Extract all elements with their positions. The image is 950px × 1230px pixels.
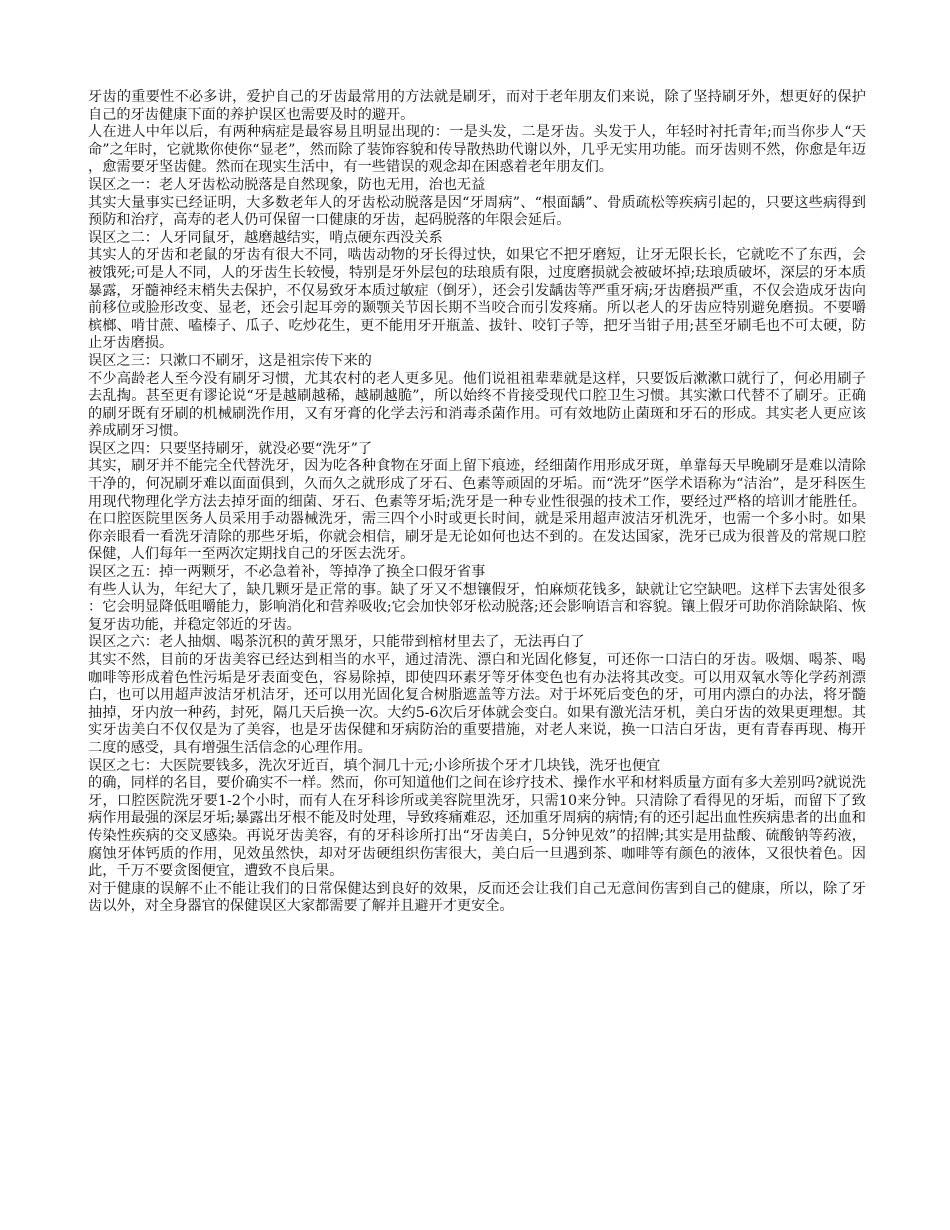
- myth-5-heading: 误区之五：掉一两颗牙，不必急着补，等掉净了换全口假牙省事: [88, 564, 486, 581]
- myth-1-heading: 误区之一：老人牙齿松动脱落是自然现象，防也无用，治也无益: [88, 176, 486, 193]
- myth-1-paragraph: 其实大量事实已经证明，大多数老年人的牙齿松动脱落是因“牙周病”、“根面龋”、骨质疏松等疾病引起的，只要这些病得到预防和治疗，高寿的老人仍可保留一口健康的牙齿，起码脱落的年限会延后。: [88, 194, 866, 229]
- background-paragraph: 人在进人中年以后，有两种病症是最容易且明显出现的：一是头发，二是牙齿。头发于人，年轻时衬托青年;而当你步人“天命”之年时，它就欺你使你“显老”，然而除了装饰容貌和传导散热助代谢以外，几乎无实用功能。而牙齿则不然，你愈是年迈，愈需要牙坚齿健。然而在现实生活中，有一些错误的观念却在困惑着老年朋友们。: [88, 124, 866, 176]
- myth-7-paragraph: 的确，同样的名目，要价确实不一样。然而，你可知道他们之间在诊疗技术、操作水平和材料质量方面有多大差别吗?就说洗牙，口腔医院洗牙要1-2个小时，而有人在牙科诊所或美容院里洗牙，只需10来分钟。只清除了看得见的牙垢，而留下了致病作用最强的深层牙垢;暴露出牙根不能及时处理，导致疼痛难忍，还加重牙周病的病情;有的还引起出血性疾病患者的出血和传染性疾病的交叉感染。再说牙齿美容，有的牙科诊所打出“牙齿美白，5分钟见效”的招牌;其实是用盐酸、硫酸钠等药液，腐蚀牙体钙质的作用，见效虽然快，却对牙齿硬组织伤害很大，美白后一旦遇到茶、咖啡等有颜色的液体，又很快着色。因此，千万不要贪图便宜，遭致不良后果。: [88, 775, 866, 880]
- myth-2-paragraph: 其实人的牙齿和老鼠的牙齿有很大不同，啮齿动物的牙长得过快，如果它不把牙磨短，让牙无限长长，它就吃不了东西，会被饿死;可是人不同，人的牙齿生长较慢，特别是牙外层包的珐琅质有限，过度磨损就会被破坏掉;珐琅质破坏，深层的牙本质暴露，牙髓神经末梢失去保护，不仅易致牙本质过敏症（倒牙），还会引发龋齿等严重牙病;牙齿磨损严重，不仅会造成牙齿向前移位或脸形改变、显老，还会引起耳旁的颞颚关节因长期不当咬合而引发疼痛。所以老人的牙齿应特别避免磨损。不要嚼槟榔、啃甘蔗、嗑榛子、瓜子、吃炒花生，更不能用牙开瓶盖、拔针、咬钉子等，把牙当钳子用;甚至牙刷毛也不可太硬，防止牙齿磨损。: [88, 247, 866, 352]
- myth-6-heading: 误区之六：老人抽烟、喝茶沉积的黄牙黑牙，只能带到棺材里去了，无法再白了: [88, 634, 585, 651]
- intro-paragraph: 牙齿的重要性不必多讲，爱护自己的牙齿最常用的方法就是刷牙，而对于老年朋友们来说，除了坚持刷牙外，想更好的保护自己的牙齿健康下面的养护误区也需要及时的避开。: [88, 89, 866, 123]
- myth-3-paragraph: 不少高龄老人至今没有刷牙习惯，尤其农村的老人更多见。他们说祖祖辈辈就是这样，只要饭后漱漱口就行了，何必用刷子去乱掏。甚至更有谬论说“牙是越刷越稀，越刷越脆”，所以始终不肯接受现代口腔卫生习惯。其实漱口代替不了刷牙。正确的刷牙既有牙刷的机械刷洗作用，又有牙膏的化学去污和消毒杀菌作用。可有效地防止菌斑和牙石的形成。其实老人更应该养成刷牙习惯。: [88, 370, 866, 440]
- myth-3-heading: 误区之三：只漱口不刷牙，这是祖宗传下来的: [88, 352, 372, 369]
- myth-4-heading: 误区之四：只要坚持刷牙，就没必要“洗牙”了: [88, 440, 373, 457]
- myth-4-paragraph: 其实，刷牙并不能完全代替洗牙，因为吃各种食物在牙面上留下痕迹，经细菌作用形成牙斑，单靠每天早晚刷牙是难以清除干净的，何况刷牙难以面面俱到，久而久之就形成了牙石、色素等顽固的牙垢。而“洗牙”医学术语称为“洁治”，是牙科医生用现代物理化学方法去掉牙面的细菌、牙石、色素等牙垢;洗牙是一种专业性很强的技术工作，要经过严格的培训才能胜任。在口腔医院里医务人员采用手动器械洗牙，需三四个小时或更长时间，就是采用超声波洁牙机洗牙，也需一个多小时。如果你亲眼看一看洗牙清除的那些牙垢，你就会相信，刷牙是无论如何也达不到的。在发达国家，洗牙已成为很普及的常规口腔保健，人们每年一至两次定期找自己的牙医去洗牙。: [88, 458, 866, 563]
- conclusion-paragraph: 对于健康的误解不止不能让我们的日常保健达到良好的效果，反而还会让我们自己无意间伤害到自己的健康，所以，除了牙齿以外，对全身器官的保健误区大家都需要了解并且避开才更安全。: [88, 880, 866, 915]
- myth-5-paragraph: 有些人认为，年纪大了，缺几颗牙是正常的事。缺了牙又不想镶假牙，怕麻烦花钱多，缺就让它空缺吧。这样下去害处很多：它会明显降低咀嚼能力，影响消化和营养吸收;它会加快邻牙松动脱落;还会影响语言和容貌。镶上假牙可助你消除缺陷、恢复牙齿功能，并稳定邻近的牙齿。: [88, 581, 866, 633]
- myth-6-paragraph: 其实不然，目前的牙齿美容已经达到相当的水平，通过清洗、漂白和光固化修复，可还你一口洁白的牙齿。吸烟、喝茶、喝咖啡等形成着色性污垢是牙表面变色，容易除掉，即使四环素牙等牙体变色也有办法将其改变。可以用双氧水等化学药剂漂白，也可以用超声波洁牙机洁牙，还可以用光固化复合树脂遮盖等方法。对于坏死后变色的牙，可用内漂白的办法，将牙髓抽掉，牙内放一种药，封死，隔几天后换一次。大约5-6次后牙体就会变白。如果有激光洁牙机，美白牙齿的效果更理想。其实牙齿美白不仅仅是为了美容，也是牙齿保健和牙病防治的重要措施，对老人来说，换一口洁白牙齿，更有青春再现、梅开二度的感受，具有增强生活信念的心理作用。: [88, 652, 866, 756]
- myth-2-heading: 误区之二：人牙同鼠牙，越磨越结实，啃点硬东西没关系: [88, 229, 443, 246]
- document-body: [88, 89, 866, 916]
- myth-7-heading: 误区之七：大医院要钱多，洗次牙近百，填个洞几十元;小诊所拔个牙才几块钱，洗牙也便宜: [88, 757, 661, 774]
